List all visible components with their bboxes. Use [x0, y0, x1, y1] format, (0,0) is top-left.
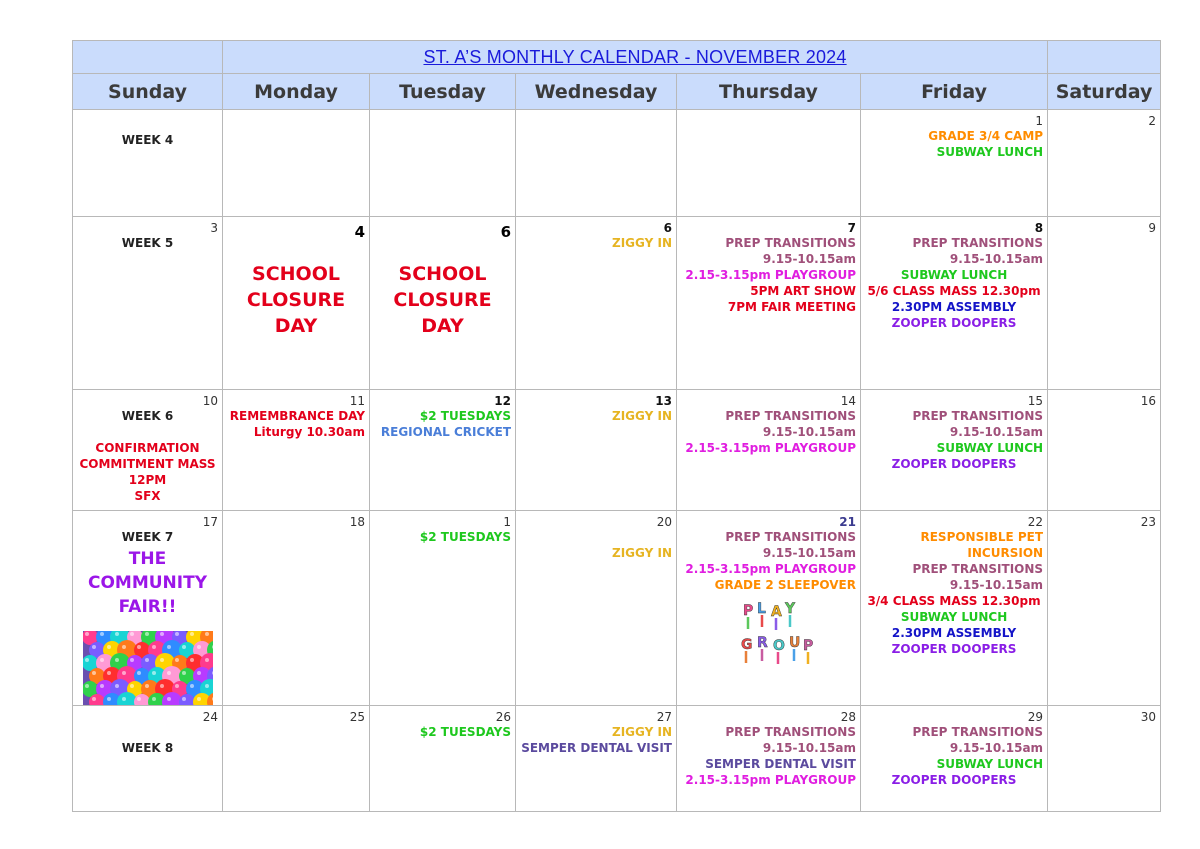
week-label: WEEK 5	[121, 236, 174, 250]
header-friday: Friday	[861, 74, 1048, 110]
event: SUBWAY LUNCH	[900, 610, 1008, 624]
event: SUBWAY LUNCH	[936, 145, 1044, 159]
event: COMMITMENT MASS	[79, 457, 216, 471]
event: 9.15-10.15am	[762, 546, 856, 560]
day-number: 26	[495, 710, 511, 724]
day-number: 21	[839, 515, 856, 529]
event: 2.30PM ASSEMBLY	[891, 300, 1017, 314]
community-fair-label: THE COMMUNITY FAIR!!	[87, 549, 208, 617]
day-number: 10	[202, 394, 218, 408]
day-cell	[861, 390, 1048, 511]
day-number: 2	[1148, 114, 1157, 128]
playgroup-letter: G	[741, 637, 753, 653]
event: ZOOPER DOOPERS	[891, 316, 1017, 330]
event: ZOOPER DOOPERS	[891, 457, 1017, 471]
playgroup-letter: L	[757, 601, 766, 617]
event: PREP TRANSITIONS	[912, 409, 1044, 423]
playgroup-letter: O	[773, 638, 785, 654]
day-number: 15	[1027, 394, 1044, 408]
event: $2 TUESDAYS	[419, 530, 511, 544]
week-label: WEEK 7	[121, 530, 174, 544]
event: 2.15-3.15pm PLAYGROUP	[685, 268, 856, 282]
event: INCURSION	[967, 546, 1044, 560]
event: 9.15-10.15am	[949, 741, 1044, 755]
event: RESPONSIBLE PET	[920, 530, 1044, 544]
week-row-2	[73, 217, 1161, 390]
day-cell	[370, 217, 516, 390]
day-number: 1	[1035, 114, 1044, 128]
weekday-header-row	[73, 74, 1161, 110]
header-tuesday: Tuesday	[370, 74, 516, 110]
day-number: 7	[847, 221, 856, 235]
day-cell	[73, 511, 223, 706]
week-label: WEEK 6	[121, 409, 174, 423]
calendar-table	[72, 40, 1161, 812]
event: 9.15-10.15am	[762, 252, 856, 266]
day-number: 3	[210, 221, 218, 235]
week-row-5	[73, 706, 1161, 812]
event: CONFIRMATION	[95, 441, 200, 455]
week-row-3	[73, 390, 1161, 511]
day-cell	[1048, 110, 1161, 217]
event: ZIGGY IN	[612, 236, 672, 250]
day-cell	[1048, 217, 1161, 390]
event: 9.15-10.15am	[762, 741, 856, 755]
event: 2.15-3.15pm PLAYGROUP	[685, 441, 856, 455]
title-row	[73, 41, 1161, 74]
day-number: 25	[349, 710, 365, 724]
day-number: 30	[1140, 710, 1157, 724]
day-cell	[861, 706, 1048, 812]
event: $2 TUESDAYS	[419, 409, 511, 423]
day-cell	[223, 217, 370, 390]
day-cell	[677, 217, 861, 390]
day-cell	[370, 390, 516, 511]
event: PREP TRANSITIONS	[725, 236, 856, 250]
day-number: 14	[840, 394, 856, 408]
event: ZIGGY IN	[612, 409, 672, 423]
day-number: 16	[1140, 394, 1157, 408]
school-closure-label: SCHOOL CLOSURE DAY	[246, 263, 346, 337]
event: ZIGGY IN	[612, 725, 672, 739]
event: REMEMBRANCE DAY	[229, 409, 365, 423]
day-cell	[223, 706, 370, 812]
day-number: 27	[656, 710, 672, 724]
day-number: 8	[1034, 221, 1044, 235]
event: 5/6 CLASS MASS 12.30pm	[867, 284, 1041, 298]
title-right-blank	[1048, 41, 1161, 74]
day-cell	[861, 217, 1048, 390]
day-cell	[677, 511, 861, 706]
playgroup-letter: P	[803, 638, 813, 654]
event: PREP TRANSITIONS	[912, 562, 1044, 576]
week-label: WEEK 4	[121, 133, 174, 147]
event: 7PM FAIR MEETING	[727, 300, 856, 314]
day-cell	[861, 110, 1048, 217]
day-number: 11	[349, 394, 365, 408]
event: 3/4 CLASS MASS 12.30pm	[867, 594, 1041, 608]
header-thursday: Thursday	[677, 74, 861, 110]
playgroup-letter: R	[757, 635, 768, 651]
event: PREP TRANSITIONS	[912, 236, 1044, 250]
event: 9.15-10.15am	[949, 252, 1044, 266]
day-cell	[677, 706, 861, 812]
event: SEMPER DENTAL VISIT	[521, 741, 672, 755]
event: PREP TRANSITIONS	[725, 530, 856, 544]
day-cell	[370, 706, 516, 812]
day-cell	[516, 390, 677, 511]
day-cell	[1048, 390, 1161, 511]
week-row-1	[73, 110, 1161, 217]
playgroup-letter: A	[771, 604, 782, 620]
day-number: 9	[1148, 221, 1157, 235]
playgroup-image	[733, 601, 813, 671]
event: PREP TRANSITIONS	[912, 725, 1044, 739]
day-cell	[223, 511, 370, 706]
day-cell	[73, 217, 223, 390]
playgroup-letter: U	[789, 635, 801, 651]
day-number: 17	[202, 515, 218, 529]
event: Liturgy 10.30am	[253, 425, 365, 439]
event: 9.15-10.15am	[949, 578, 1044, 592]
day-cell	[1048, 511, 1161, 706]
event: GRADE 2 SLEEPOVER	[714, 578, 856, 592]
balloons-image	[83, 631, 213, 705]
day-number: 1	[503, 515, 511, 529]
day-number: 24	[202, 710, 218, 724]
day-cell	[73, 706, 223, 812]
event: 2.30PM ASSEMBLY	[891, 626, 1017, 640]
event: PREP TRANSITIONS	[725, 409, 856, 423]
day-cell	[223, 390, 370, 511]
day-number: 6	[663, 221, 672, 235]
event: SUBWAY LUNCH	[900, 268, 1008, 282]
day-cell	[223, 110, 370, 217]
event: 9.15-10.15am	[949, 425, 1044, 439]
event: ZOOPER DOOPERS	[891, 642, 1017, 656]
school-closure-label: SCHOOL CLOSURE DAY	[393, 263, 492, 337]
day-number: 28	[840, 710, 856, 724]
event: SFX	[134, 489, 161, 503]
day-cell	[73, 390, 223, 511]
calendar-title[interactable]: ST. A’S MONTHLY CALENDAR - NOVEMBER 2024	[423, 46, 847, 67]
day-number: 23	[1140, 515, 1157, 529]
day-number: 18	[349, 515, 365, 529]
event: $2 TUESDAYS	[419, 725, 511, 739]
day-cell	[370, 110, 516, 217]
day-cell	[516, 110, 677, 217]
event: 9.15-10.15am	[762, 425, 856, 439]
event: 5PM ART SHOW	[750, 284, 856, 298]
event: 2.15-3.15pm PLAYGROUP	[685, 562, 856, 576]
day-number: 29	[1027, 710, 1044, 724]
event: GRADE 3/4 CAMP	[928, 129, 1044, 143]
event: 12PM	[128, 473, 167, 487]
week-label: WEEK 8	[121, 741, 174, 755]
day-number: 22	[1027, 515, 1044, 529]
header-monday: Monday	[223, 74, 370, 110]
day-cell	[677, 110, 861, 217]
event: PREP TRANSITIONS	[725, 725, 856, 739]
title-cell	[223, 41, 1048, 74]
day-cell	[516, 511, 677, 706]
title-left-blank	[73, 41, 223, 74]
playgroup-letter: P	[743, 603, 754, 619]
day-cell	[1048, 706, 1161, 812]
playgroup-letter: Y	[785, 601, 796, 617]
day-number: 6	[500, 223, 511, 241]
day-number: 13	[655, 394, 672, 408]
header-wednesday: Wednesday	[516, 74, 677, 110]
event: SEMPER DENTAL VISIT	[705, 757, 856, 771]
event: REGIONAL CRICKET	[380, 425, 511, 439]
event: SUBWAY LUNCH	[936, 441, 1044, 455]
day-cell	[677, 390, 861, 511]
day-cell	[516, 706, 677, 812]
day-cell	[370, 511, 516, 706]
event: SUBWAY LUNCH	[936, 757, 1044, 771]
event: ZOOPER DOOPERS	[891, 773, 1017, 787]
event: 2.15-3.15pm PLAYGROUP	[685, 773, 856, 787]
event: ZIGGY IN	[612, 546, 672, 560]
week-row-4	[73, 511, 1161, 706]
day-number: 4	[354, 223, 365, 241]
day-cell	[516, 217, 677, 390]
day-cell	[73, 110, 223, 217]
day-number: 20	[656, 515, 672, 529]
day-cell	[861, 511, 1048, 706]
header-sunday: Sunday	[73, 74, 223, 110]
header-saturday: Saturday	[1048, 74, 1161, 110]
day-number: 12	[494, 394, 511, 408]
